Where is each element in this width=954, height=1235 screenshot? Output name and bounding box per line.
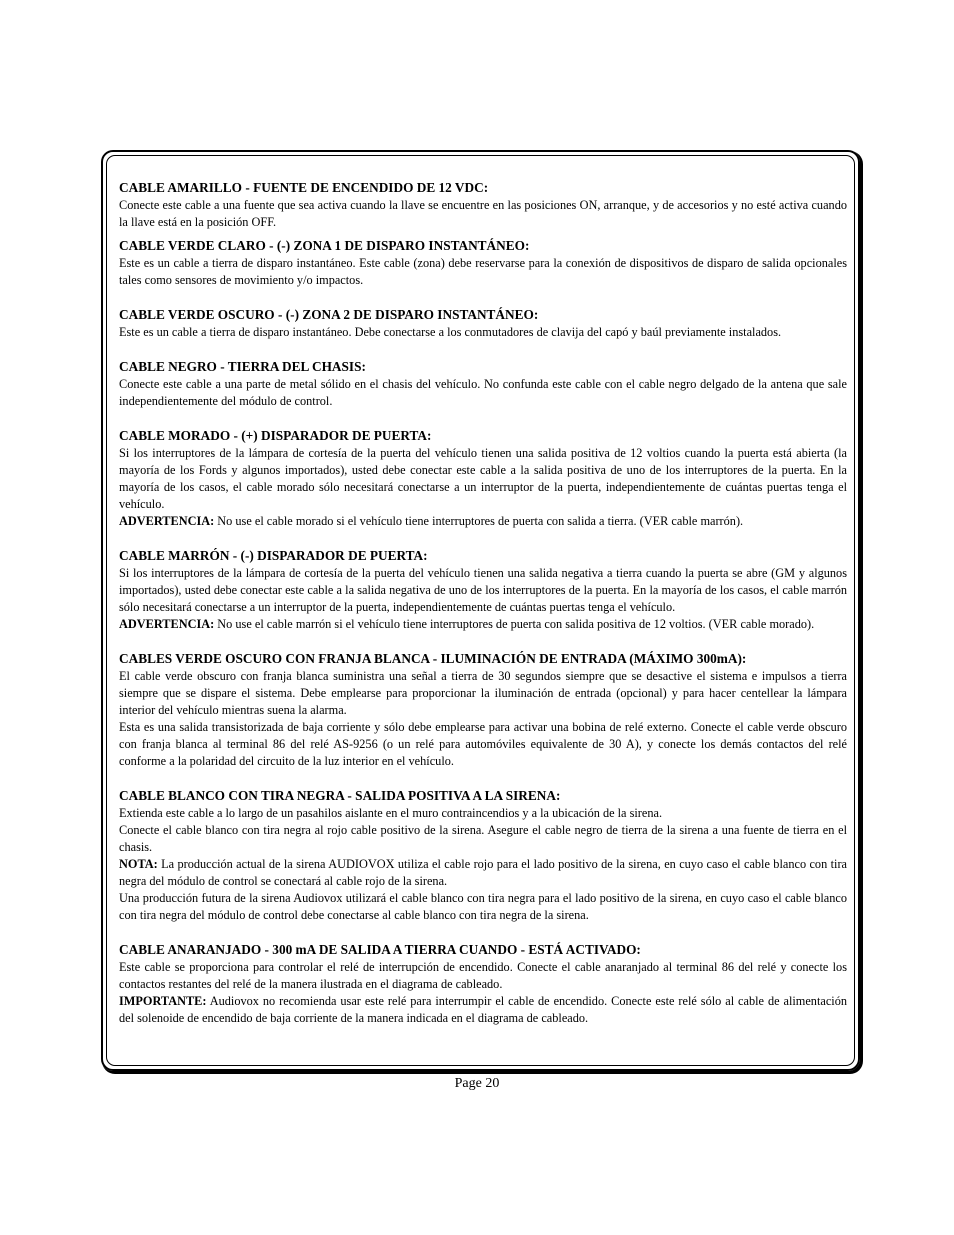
paragraph-text: Extienda este cable a lo largo de un pasahilos aislante en el muro contraincendios y a la ubicación de la sirena.: [119, 806, 663, 820]
paragraph-text: No use el cable marrón si el vehículo tiene interruptores de puerta con salida positiva de 12 voltios. (VER cable morado).: [214, 617, 815, 631]
paragraph-text: El cable verde obscuro con franja blanca suministra una señal a tierra de 30 segundos siempre que se desactive el sistema e impulsos a tierra siempre que se dispare el sistema. Debe emplearse para proporcionar la iluminación de entrada (opcional) y para hacer centellear la lámpara interior del vehículo mientras suena la alarma.: [119, 669, 847, 717]
wire-section: [119, 306, 847, 341]
paragraph-label: NOTA:: [119, 857, 158, 871]
section-paragraph: [119, 513, 847, 530]
paragraph-label: ADVERTENCIA:: [119, 514, 215, 528]
section-title: CABLE ANARANJADO - 300 mA DE SALIDA A TIERRA CUANDO - ESTÁ ACTIVADO:: [119, 942, 641, 957]
section-title: CABLE VERDE CLARO - (-) ZONA 1 DE DISPARO INSTANTÁNEO:: [119, 238, 530, 253]
paragraph-text: La producción actual de la sirena AUDIOVOX utiliza el cable rojo para el lado positivo de la sirena, en cuyo caso el cable blanco con tira negra del módulo de control se conectará al cable rojo de la sirena.: [119, 857, 847, 888]
section-paragraph: [119, 255, 847, 289]
paragraph-text: Una producción futura de la sirena Audiovox utilizará el cable blanco con tira negra para el lado positivo de la sirena, en cuyo caso el cable blanco con tira negra del módulo de control debe conectarse al cable blanco con tira negra de la sirena.: [119, 891, 847, 922]
section-paragraph: [119, 565, 847, 616]
paragraph-label: IMPORTANTE:: [119, 994, 207, 1008]
paragraph-text: Conecte este cable a una parte de metal sólido en el chasis del vehículo. No confunda este cable con el cable negro delgado de la antena que sale independientemente del módulo de control.: [119, 377, 847, 408]
section-paragraph: [119, 616, 847, 633]
paragraph-text: Esta es una salida transistorizada de baja corriente y sólo debe emplearse para activar una bobina de relé externo. Conecte el cable verde obscuro con franja blanca al terminal 86 del relé AS-9256 (o un relé para automóviles equivalente de 30 A), y conecte los demás contactos del relé conforme a la polaridad del circuito de la luz interior en el vehículo.: [119, 720, 847, 768]
section-paragraph: [119, 856, 847, 890]
wire-section: [119, 427, 847, 530]
section-paragraph: [119, 822, 847, 856]
wire-section: [119, 547, 847, 633]
section-paragraph: [119, 668, 847, 719]
paragraph-text: Este cable se proporciona para controlar el relé de interrupción de encendido. Conecte el cable anaranjado al terminal 86 del relé y conecte los contactos restantes del relé de la manera ilustrada en el diagrama de cableado.: [119, 960, 847, 991]
section-title: CABLE NEGRO - TIERRA DEL CHASIS:: [119, 359, 366, 374]
section-title: CABLE MORADO - (+) DISPARADOR DE PUERTA:: [119, 428, 432, 443]
wire-section: [119, 237, 847, 289]
paragraph-text: Audiovox no recomienda usar este relé para interrumpir el cable de encendido. Conecte este relé sólo al cable de alimentación del solenoide de encendido de baja corriente de la manera indicada en el diagrama de cableado.: [119, 994, 847, 1025]
section-paragraph: [119, 959, 847, 993]
wire-section: [119, 941, 847, 1027]
section-title: CABLE VERDE OSCURO - (-) ZONA 2 DE DISPARO INSTANTÁNEO:: [119, 307, 539, 322]
page-number: Page 20: [454, 1076, 500, 1091]
paragraph-text: No use el cable morado si el vehículo tiene interruptores de puerta con salida a tierra. (VER cable marrón).: [214, 514, 744, 528]
paragraph-text: Este es un cable a tierra de disparo instantáneo. Este cable (zona) debe reservarse para la conexión de dispositivos de disparo de salida opcionales tales como sensores de movimiento y/o impactos.: [119, 256, 847, 287]
wire-section: [119, 179, 847, 231]
section-paragraph: [119, 376, 847, 410]
paragraph-text: Si los interruptores de la lámpara de cortesía de la puerta del vehículo tienen una salida negativa a tierra cuando la puerta se abre (GM y algunos importados), usted debe conectar este cable a la salida negativa de uno de los interruptores de la puerta. En la mayoría de los casos, el cable marrón sólo necesitará conectarse a un interruptor de la puerta, independientemente de cuántas puertas tenga el vehículo.: [119, 566, 847, 614]
wire-section: [119, 650, 847, 770]
document-body: [119, 162, 847, 1027]
section-paragraph: [119, 719, 847, 770]
section-paragraph: [119, 324, 847, 341]
paragraph-text: Conecte este cable a una fuente que sea activa cuando la llave se encuentre en las posiciones ON, arranque, y de accesorios y no esté activa cuando la llave está en la posición OFF.: [119, 198, 847, 229]
section-paragraph: [119, 890, 847, 924]
paragraph-label: ADVERTENCIA:: [119, 617, 215, 631]
paragraph-text: Este es un cable a tierra de disparo instantáneo. Debe conectarse a los conmutadores de clavija del capó y baúl previamente instalados.: [119, 325, 782, 339]
section-title: CABLE BLANCO CON TIRA NEGRA - SALIDA POSITIVA A LA SIRENA:: [119, 788, 561, 803]
section-paragraph: [119, 445, 847, 513]
paragraph-text: Conecte el cable blanco con tira negra al rojo cable positivo de la sirena. Asegure el cable negro de tierra de la sirena a una fuente de tierra en el chasis.: [119, 823, 847, 854]
section-title: CABLE AMARILLO - FUENTE DE ENCENDIDO DE 12 VDC:: [119, 180, 489, 195]
wire-section: [119, 358, 847, 410]
section-title: CABLES VERDE OSCURO CON FRANJA BLANCA - ILUMINACIÓN DE ENTRADA (MÁXIMO 300mA):: [119, 651, 747, 666]
section-title: CABLE MARRÓN - (-) DISPARADOR DE PUERTA:: [119, 548, 428, 563]
section-paragraph: [119, 993, 847, 1027]
section-paragraph: [119, 805, 847, 822]
wire-section: [119, 787, 847, 924]
paragraph-text: Si los interruptores de la lámpara de cortesía de la puerta del vehículo tienen una salida positiva de 12 voltios cuando la puerta está abierta (la mayoría de los Fords y algunos importados), usted debe conectar este cable a la salida positiva de uno de los interruptores de la puerta. En la mayoría de los casos, el cable morado sólo necesitará conectarse a un interruptor de la puerta, independientemente de cuántas puertas tenga el vehículo.: [119, 446, 847, 511]
section-paragraph: [119, 197, 847, 231]
